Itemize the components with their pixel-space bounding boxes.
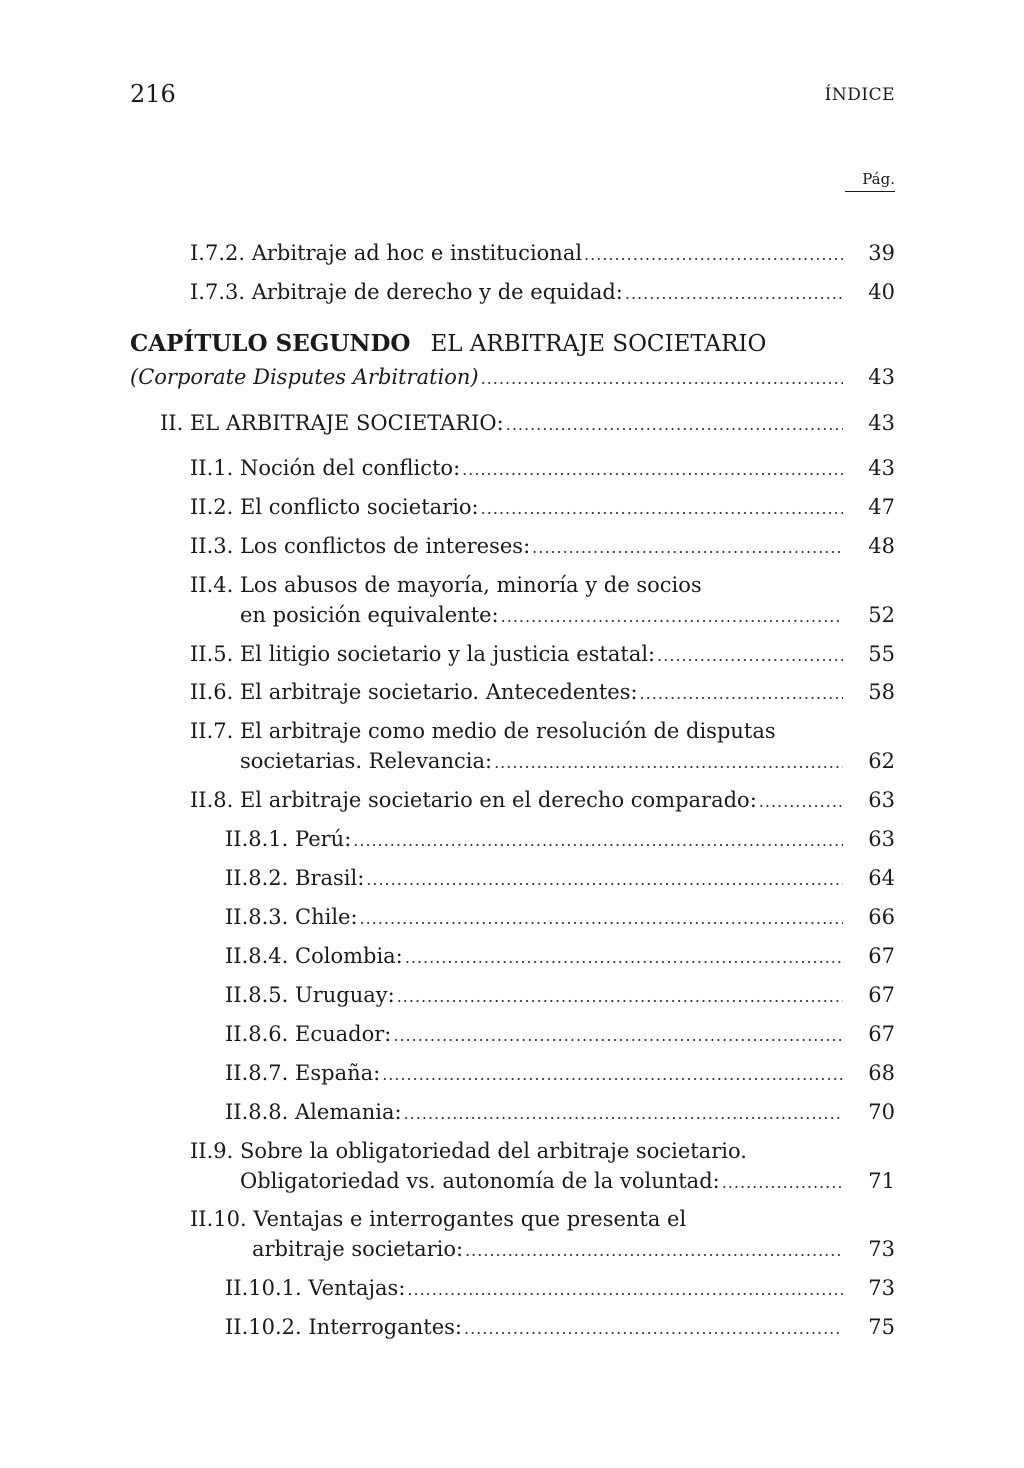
chapter-heading xyxy=(130,330,766,357)
toc-entry-page: 66 xyxy=(868,905,895,929)
leader-dots xyxy=(494,748,843,778)
toc-entry-page: 70 xyxy=(868,1100,895,1124)
leader-dots xyxy=(405,943,843,973)
chapter-title: EL ARBITRAJE SOCIETARIO xyxy=(430,331,767,357)
toc-entry-page: 67 xyxy=(868,1022,895,1046)
toc-entry-title: II.8.5. Uruguay: xyxy=(225,983,395,1007)
chapter-subtitle: (Corporate Disputes Arbitration) xyxy=(130,365,479,389)
toc-entry-title: II.1. Noción del conflicto: xyxy=(190,456,461,480)
leader-dots xyxy=(353,826,843,856)
toc-entry xyxy=(190,453,895,485)
chapter-label: CAPÍTULO SEGUNDO xyxy=(130,330,411,357)
toc-entry xyxy=(190,238,895,270)
toc-entry xyxy=(190,677,895,709)
toc-entry-page: 64 xyxy=(868,866,895,890)
toc-entry-title: II.8. El arbitraje societario en el derecho comparado: xyxy=(190,788,757,812)
toc-entry-page: 71 xyxy=(868,1169,895,1193)
toc-entry xyxy=(130,362,895,394)
toc-entry-page: 75 xyxy=(868,1315,895,1339)
toc-entry xyxy=(225,1273,895,1305)
toc-entry-title-cont: en posición equivalente: xyxy=(240,603,499,627)
toc-entry xyxy=(225,863,895,895)
toc-entry-title: II.8.3. Chile: xyxy=(225,905,358,929)
toc-entry xyxy=(225,1019,895,1051)
toc-entry-title: II.10. Ventajas e interrogantes que presenta el xyxy=(190,1207,687,1231)
toc-entry-title-cont: Obligatoriedad vs. autonomía de la voluntad: xyxy=(240,1169,720,1193)
toc-entry xyxy=(225,902,895,934)
leader-dots xyxy=(625,279,843,309)
toc-entry-page: 62 xyxy=(868,749,895,773)
toc-entry-page: 47 xyxy=(868,495,895,519)
toc-entry-page: 73 xyxy=(868,1237,895,1261)
toc-entry-title: II.2. El conflicto societario: xyxy=(190,495,479,519)
toc-entry xyxy=(225,980,895,1012)
toc-entry xyxy=(190,639,895,671)
toc-entry xyxy=(225,1058,895,1090)
leader-dots xyxy=(360,904,843,934)
leader-dots xyxy=(465,1236,843,1266)
toc-entry-title-cont: societarias. Relevancia: xyxy=(240,749,493,773)
toc-entry-page: 67 xyxy=(868,983,895,1007)
leader-dots xyxy=(657,641,843,671)
toc-entry xyxy=(190,277,895,309)
toc-entry xyxy=(225,941,895,973)
toc-entry-title: I.7.2. Arbitraje ad hoc e institucional xyxy=(190,241,583,265)
toc-entry-title: II.9. Sobre la obligatoriedad del arbitraje societario. xyxy=(190,1139,747,1163)
toc-entry-page: 43 xyxy=(868,456,895,480)
toc-entry-page: 55 xyxy=(868,642,895,666)
toc-entry xyxy=(225,824,895,856)
toc-entry-title: II.4. Los abusos de mayoría, minoría y de socios xyxy=(190,573,702,597)
toc-entry-title: II.8.6. Ecuador: xyxy=(225,1022,392,1046)
toc-entry-page: 40 xyxy=(868,280,895,304)
toc-entry-page: 67 xyxy=(868,944,895,968)
toc-entry xyxy=(190,531,895,563)
toc-entry xyxy=(190,492,895,524)
leader-dots xyxy=(382,1060,843,1090)
leader-dots xyxy=(366,865,843,895)
toc-entry-page: 43 xyxy=(868,411,895,435)
leader-dots xyxy=(532,533,843,563)
toc-entry-title: II.8.1. Perú: xyxy=(225,827,352,851)
toc-entry-title: II.8.7. España: xyxy=(225,1061,381,1085)
toc-entry xyxy=(190,1204,895,1266)
toc-entry xyxy=(190,570,895,632)
toc-entry-title: I.7.3. Arbitraje de derecho y de equidad: xyxy=(190,280,623,304)
toc-entry-page: 68 xyxy=(868,1061,895,1085)
leader-dots xyxy=(462,455,843,485)
toc-entry xyxy=(190,785,895,817)
toc-entry-title: II.8.2. Brasil: xyxy=(225,866,365,890)
toc-entry-title: II.8.8. Alemania: xyxy=(225,1100,402,1124)
leader-dots xyxy=(501,602,843,632)
toc-entry-page: 58 xyxy=(868,680,895,704)
leader-dots xyxy=(640,679,843,709)
toc-entry-page: 52 xyxy=(868,603,895,627)
toc-entry-page: 63 xyxy=(868,827,895,851)
toc-entry-title: II.3. Los conflictos de intereses: xyxy=(190,534,531,558)
page-column-header: Pág. xyxy=(845,170,895,192)
toc-entry-title: II.5. El litigio societario y la justicia estatal: xyxy=(190,642,656,666)
toc-entry-title: II.6. El arbitraje societario. Antecedentes: xyxy=(190,680,638,704)
toc-entry xyxy=(225,1312,895,1344)
leader-dots xyxy=(393,1021,843,1051)
toc-entry-title: II.10.2. Interrogantes: xyxy=(225,1315,462,1339)
leader-dots xyxy=(397,982,843,1012)
leader-dots xyxy=(506,410,843,440)
toc-entry xyxy=(160,408,895,440)
toc-entry-title: II.7. El arbitraje como medio de resolución de disputas xyxy=(190,719,776,743)
leader-dots xyxy=(464,1314,843,1344)
leader-dots xyxy=(722,1168,843,1198)
running-head: ÍNDICE xyxy=(824,85,895,105)
toc-entry-page: 73 xyxy=(868,1276,895,1300)
toc-entry-page: 48 xyxy=(868,534,895,558)
toc-entry-page: 43 xyxy=(868,365,895,389)
leader-dots xyxy=(584,240,843,270)
page-number: 216 xyxy=(130,80,176,108)
toc-entry-title: II.8.4. Colombia: xyxy=(225,944,403,968)
toc-entry-page: 39 xyxy=(868,241,895,265)
toc-entry xyxy=(190,1136,895,1198)
toc-entry xyxy=(190,716,895,778)
leader-dots xyxy=(481,494,843,524)
leader-dots xyxy=(759,787,843,817)
toc-entry-title: II. EL ARBITRAJE SOCIETARIO: xyxy=(160,411,504,435)
leader-dots xyxy=(481,364,843,394)
leader-dots xyxy=(407,1275,843,1305)
toc-entry-title-cont: arbitraje societario: xyxy=(252,1237,464,1261)
leader-dots xyxy=(404,1099,843,1129)
toc-entry-page: 63 xyxy=(868,788,895,812)
toc-entry-title: II.10.1. Ventajas: xyxy=(225,1276,406,1300)
toc-entry xyxy=(225,1097,895,1129)
